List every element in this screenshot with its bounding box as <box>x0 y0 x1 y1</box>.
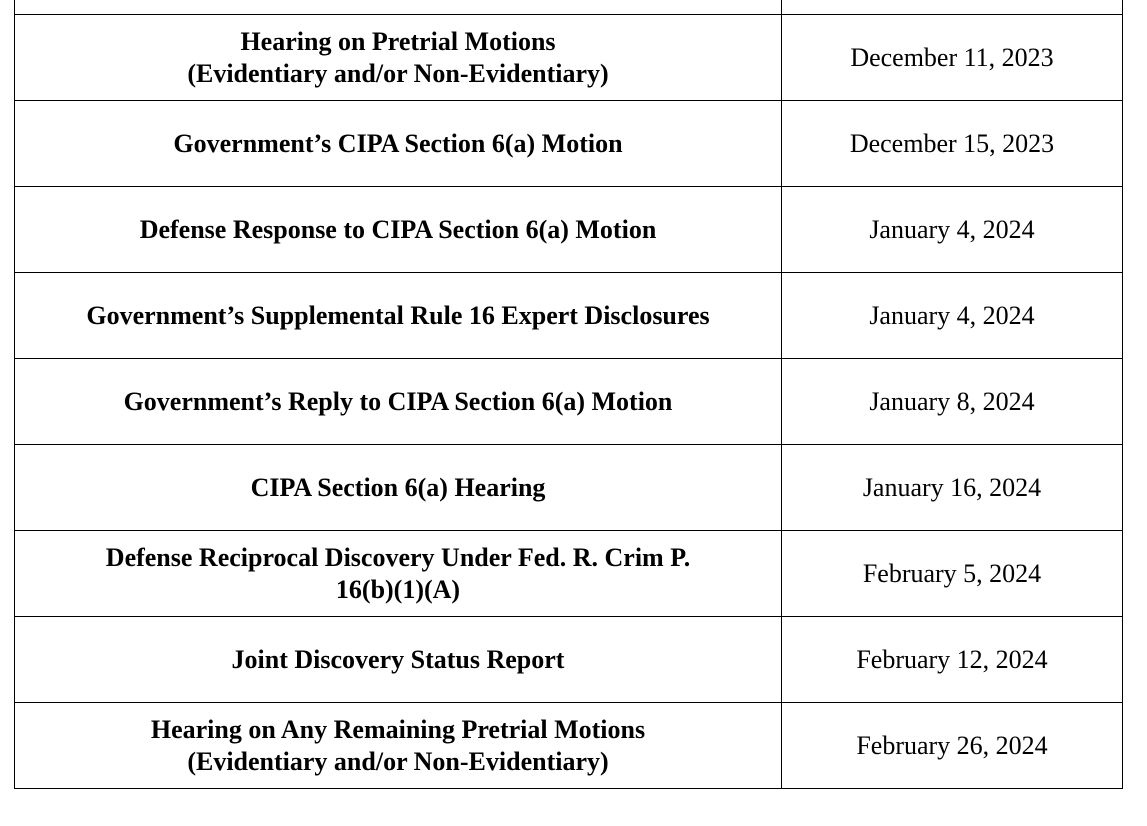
event-cell <box>15 617 782 703</box>
event-line: Joint Discovery Status Report <box>231 644 565 674</box>
date-cell: January 16, 2024 <box>782 445 1123 531</box>
table-row <box>15 187 1123 273</box>
event-cell <box>15 359 782 445</box>
event-line: (Evidentiary and/or Non-Evidentiary) <box>187 58 609 88</box>
event-cell <box>15 273 782 359</box>
event-line: Government’s Reply to CIPA Section 6(a) Motion <box>123 386 673 416</box>
table-row <box>15 445 1123 531</box>
table-row <box>15 359 1123 445</box>
date-cell: February 26, 2024 <box>782 703 1123 789</box>
date-cell: December 11, 2023 <box>782 15 1123 101</box>
event-cell <box>15 187 782 273</box>
schedule-table <box>14 0 1123 789</box>
table-row <box>15 0 1123 15</box>
event-cell <box>15 703 782 789</box>
event-line: Government’s CIPA Section 6(a) Motion <box>173 128 623 158</box>
table-row <box>15 101 1123 187</box>
date-cell: February 12, 2024 <box>782 617 1123 703</box>
event-cell <box>15 15 782 101</box>
date-cell: January 4, 2024 <box>782 187 1123 273</box>
table-row <box>15 617 1123 703</box>
date-cell: January 8, 2024 <box>782 359 1123 445</box>
table-row <box>15 273 1123 359</box>
date-cell <box>782 0 1123 15</box>
event-cell <box>15 101 782 187</box>
event-line: 16(b)(1)(A) <box>335 574 461 604</box>
event-line: Government’s Supplemental Rule 16 Expert Disclosures <box>86 300 710 330</box>
date-cell: December 15, 2023 <box>782 101 1123 187</box>
event-line: Hearing on Any Remaining Pretrial Motions <box>150 714 646 744</box>
table-row <box>15 15 1123 101</box>
event-line: Hearing on Pretrial Motions <box>240 26 556 56</box>
event-line: (Evidentiary and/or Non-Evidentiary) <box>187 746 609 776</box>
event-line: Defense Reciprocal Discovery Under Fed. R. Crim P. <box>105 542 691 572</box>
event-line: Defense Response to CIPA Section 6(a) Motion <box>139 214 657 244</box>
table-row <box>15 531 1123 617</box>
event-cell <box>15 531 782 617</box>
date-cell: February 5, 2024 <box>782 531 1123 617</box>
date-cell: January 4, 2024 <box>782 273 1123 359</box>
event-cell <box>15 0 782 15</box>
table-row <box>15 703 1123 789</box>
event-cell <box>15 445 782 531</box>
event-line: CIPA Section 6(a) Hearing <box>250 472 546 502</box>
